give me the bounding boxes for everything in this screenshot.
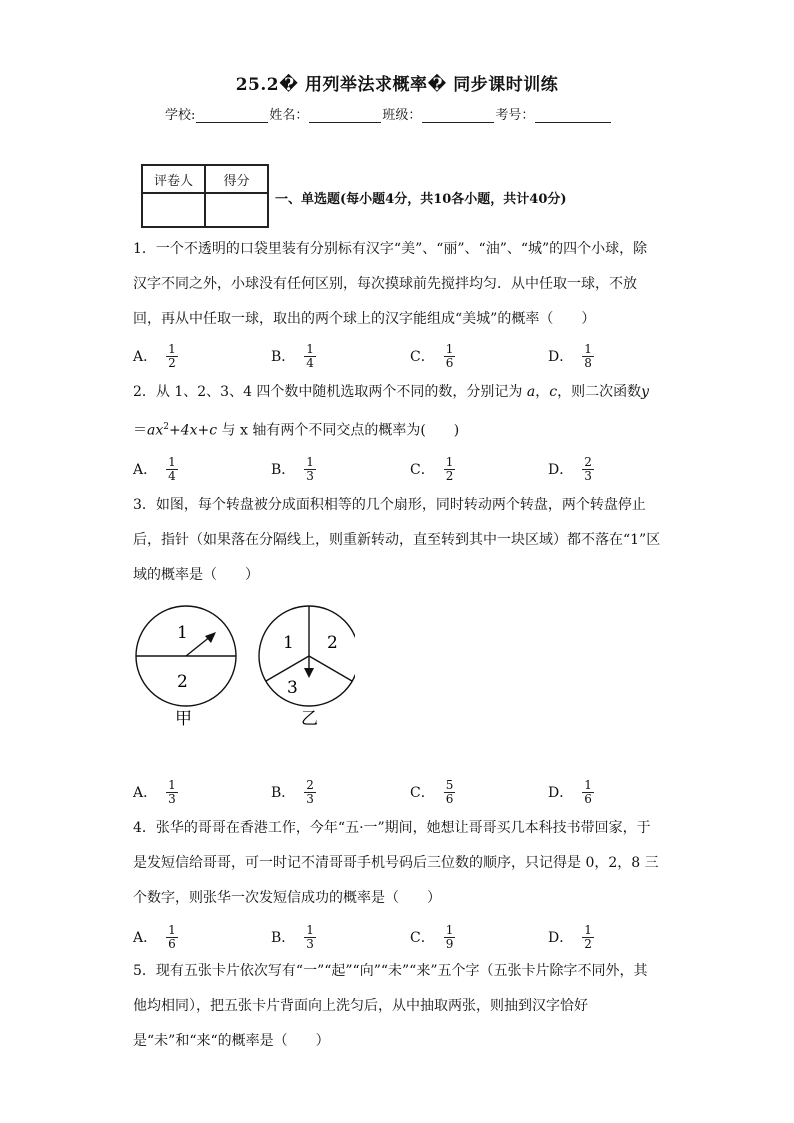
name-blank[interactable]: [309, 109, 381, 123]
score-table: [141, 164, 269, 228]
option-c[interactable]: C． $\frac{5}{6}$: [410, 777, 454, 806]
school-label: 学校:: [165, 108, 196, 123]
option-c[interactable]: C． $\frac{1}{9}$: [410, 922, 454, 951]
question-3-options: [133, 772, 663, 812]
option-b[interactable]: B． $\frac{1}{3}$: [271, 454, 314, 483]
option-a[interactable]: A． $\frac{1}{6}$: [133, 922, 176, 951]
option-a[interactable]: A． $\frac{1}{2}$: [133, 341, 176, 370]
spinner-jia-pointer: [186, 636, 211, 656]
spinner-jia: [136, 606, 236, 729]
option-d[interactable]: D． $\frac{1}{2}$: [548, 922, 592, 951]
question-5: 5．现有五张卡片依次写有“一”“起”“向”“未”“来”五个字（五张卡片除字不同外，其他均相同），把五张卡片背面向上洗匀后，从中抽取两张，则抽到汉字恰好是“未”和“来“的概率是（ ）: [133, 963, 648, 1049]
section-title: 一、单选题(每小题4分，共10各小题，共计40分): [275, 192, 567, 207]
option-c[interactable]: C． $\frac{1}{6}$: [410, 341, 454, 370]
spinner-jia-label-1: 1: [177, 623, 188, 643]
option-b[interactable]: B． $\frac{1}{4}$: [271, 341, 314, 370]
score-cell[interactable]: [205, 193, 268, 227]
spinner-yi-label-2: 2: [327, 633, 338, 653]
pointer-arrow-icon: [205, 632, 216, 643]
option-a[interactable]: A． $\frac{1}{4}$: [133, 454, 176, 483]
spinner-yi-divider-2: [309, 656, 352, 681]
question-1: 1．一个不透明的口袋里装有分别标有汉字“美”、“丽”、“油”、“城”的四个小球，除汉字不同之外，小球没有任何区别，每次摸球前先搅拌均匀．从中任取一球，不放回，再从中任取一球，取出的两个球上的汉字能组成“美城”的概率（ ）: [133, 241, 648, 327]
question-4: 4．张华的哥哥在香港工作，今年“五·一”期间，她想让哥哥买几本科技书带回家，于是发短信给哥哥，可一时记不清哥哥手机号码后三位数的顺序，只记得是 0，2，8 三个数字，则张华一次发短信成功的概率是（ ）: [133, 820, 659, 906]
spinner-yi-label-1: 1: [283, 633, 294, 653]
name-label: 姓名：: [269, 108, 309, 123]
grader-header: 评卷人: [142, 165, 205, 193]
exam-number-label: 考号：: [495, 108, 535, 123]
score-header: 得分: [205, 165, 268, 193]
question-2-options: [133, 449, 663, 489]
school-blank[interactable]: [196, 109, 268, 123]
spinner-figure: [125, 598, 355, 733]
option-d[interactable]: D． $\frac{1}{6}$: [548, 777, 592, 806]
option-a[interactable]: A． $\frac{1}{3}$: [133, 777, 176, 806]
question-4-options: [133, 917, 663, 957]
spinner-jia-label-2: 2: [177, 672, 188, 692]
option-b[interactable]: B． $\frac{1}{3}$: [271, 922, 314, 951]
student-info-line: [165, 104, 612, 123]
spinner-jia-caption: 甲: [175, 709, 192, 729]
spinner-yi: [259, 606, 355, 729]
class-label: 班级：: [382, 108, 422, 123]
question-2: 2．从 1、2、3、4 四个数中随机选取两个不同的数，分别记为 a，c，则二次函数$y=ax^2+4x+c$ 与 x 轴有两个不同交点的概率为( ): [133, 384, 650, 439]
class-blank[interactable]: [422, 109, 494, 123]
option-c[interactable]: C． $\frac{1}{2}$: [410, 454, 454, 483]
exam-number-blank[interactable]: [535, 109, 611, 123]
grader-cell[interactable]: [142, 193, 205, 227]
pointer-arrow-icon: [304, 668, 314, 678]
spinner-yi-caption: 乙: [301, 709, 318, 729]
option-d[interactable]: D． $\frac{1}{8}$: [548, 341, 592, 370]
question-1-options: [133, 336, 663, 376]
option-b[interactable]: B． $\frac{2}{3}$: [271, 777, 314, 806]
page-title: 25.2� 用列举法求概率� 同步课时训练: [235, 75, 559, 95]
spinner-yi-circle: [259, 606, 355, 706]
option-d[interactable]: D． $\frac{2}{3}$: [548, 454, 592, 483]
question-3: 3．如图，每个转盘被分成面积相等的几个扇形，同时转动两个转盘，两个转盘停止后，指针（如果落在分隔线上，则重新转动，直至转到其中一块区域）都不落在“1”区域的概率是（ ）: [133, 497, 661, 583]
spinner-yi-label-3: 3: [287, 678, 298, 698]
